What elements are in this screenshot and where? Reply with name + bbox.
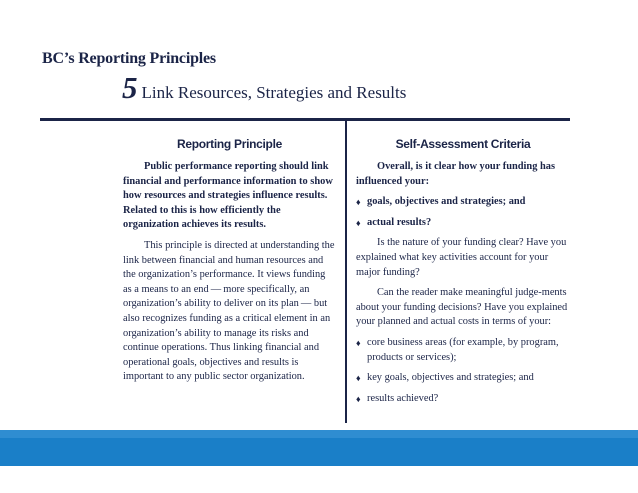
self-assessment-heading: Self-Assessment Criteria [395, 137, 531, 151]
reporting-principle-column [123, 137, 336, 391]
section-number: 5 [122, 70, 138, 105]
judgement-bullet-list [356, 336, 570, 406]
list-item: ♦ results achieved? [356, 392, 570, 407]
header-rule [40, 118, 570, 121]
document-title: BC’s Reporting Principles [42, 50, 216, 67]
section-heading [122, 70, 407, 105]
diamond-bullet-icon: ♦ [356, 217, 361, 228]
diamond-bullet-icon: ♦ [356, 373, 361, 384]
principle-body: This principle is directed at understanding the link between financial and human resources and the organization’s performance. It views funding as a means to an end — more specifically, an organization’s ability to deliver on its plan — but also recognizes funding as a critical element in an organization’s ability to manage its risks and continue operations. Thus linking financial and operational goals, objectives and results is important to any public sector organization. [123, 239, 335, 383]
column-divider [345, 121, 347, 423]
footer-band-light [0, 430, 638, 438]
section-title: Link Resources, Strategies and Results [141, 83, 407, 102]
list-item: ♦ key goals, objectives and strategies; and [356, 371, 570, 386]
list-item: ♦ goals, objectives and strategies; and [356, 195, 570, 210]
assessment-intro: Overall, is it clear how your funding has influenced your: [356, 161, 556, 187]
self-assessment-column [356, 137, 570, 412]
assessment-question-funding: Is the nature of your funding clear? Have you explained what key activities account for your major funding? [356, 237, 567, 278]
reporting-principle-heading: Reporting Principle [177, 137, 282, 151]
footer-band-dark [0, 438, 638, 466]
diamond-bullet-icon: ♦ [356, 337, 361, 348]
intro-bullet-list [356, 195, 570, 230]
diamond-bullet-icon: ♦ [356, 197, 361, 208]
principle-summary: Public performance reporting should link financial and performance information to show how resources and strategies influence results. Related to this is how efficiently the organization achieves its results. [123, 161, 333, 231]
list-item: ♦ actual results? [356, 216, 570, 231]
assessment-question-judgements: Can the reader make meaningful judge-ments about your funding decisions? Have you explained your planned and actual costs in terms of your: [356, 287, 568, 328]
diamond-bullet-icon: ♦ [356, 393, 361, 404]
list-item: ♦ core business areas (for example, by program, products or services); [356, 336, 559, 363]
